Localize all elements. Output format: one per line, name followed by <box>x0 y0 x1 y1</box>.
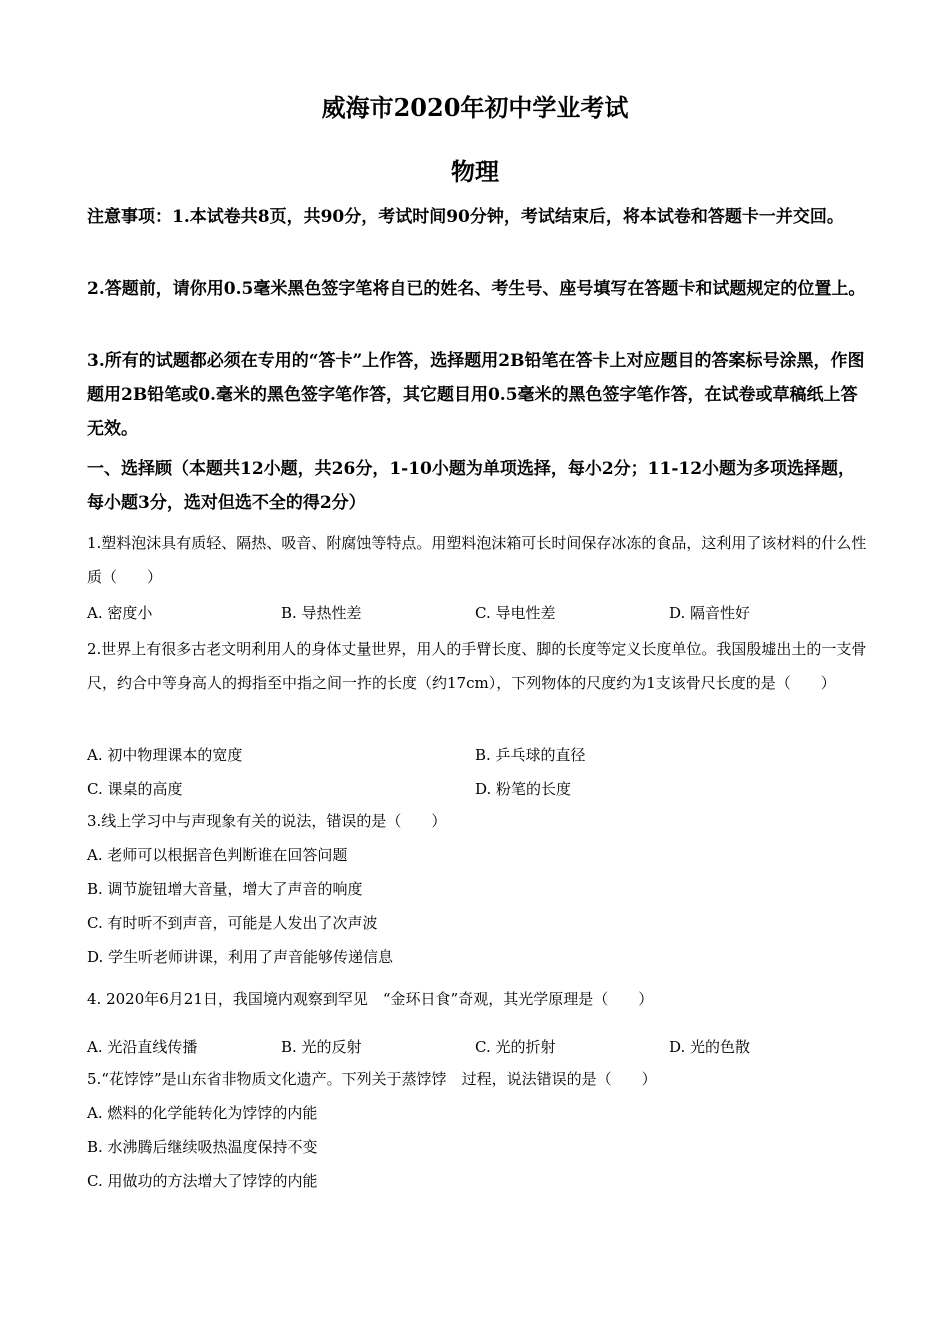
question-2-stem: 2.世界上有很多古老文明利用人的身体丈量世界，用人的手臂长度、脚的长度等定义长度单位。我国殷墟出土的一支骨尺，约合中等身高人的拇指至中指之间一拃的长度（约17cm），下列物体的尺度约为1支该骨尺长度的是（ ） <box>87 640 867 692</box>
question-5-option-c: C. 用做功的方法增大了饽饽的内能 <box>87 1172 318 1190</box>
question-5-option-a: A. 燃料的化学能转化为饽饽的内能 <box>87 1104 318 1122</box>
section-heading: 一、选择顾（本题共12小题，共26分，1-10小题为单项选择，每小2分；11-12小题为多项选择题，每小题3分，选对但选不全的得2分） <box>87 459 856 513</box>
question-5-option-b: B. 水沸腾后继续吸热温度保持不变 <box>87 1138 318 1156</box>
question-1-option-d: D. 隔音性好 <box>669 604 751 622</box>
question-1-options <box>87 602 867 628</box>
question-4-options <box>87 1036 867 1062</box>
question-2-option-c: C. 课桌的高度 <box>87 780 183 798</box>
question-3-stem: 3.线上学习中与声现象有关的说法，错误的是（ ） <box>87 812 447 830</box>
exam-title: 威海市2020年初中学业考试 <box>321 93 629 122</box>
notice-3: 3.所有的试题都必须在专用的“答卡”上作答，选择题用2B铅笔在答卡上对应题目的答案标号涂黑，作图题用2B铅笔或0.毫米的黑色签字笔作答，其它题目用0.5毫米的黑色签字笔作答，在试卷或草稿纸上答无效。 <box>87 351 865 439</box>
exam-subject: 物理 <box>451 157 499 186</box>
question-4-option-c: C. 光的折射 <box>475 1038 556 1056</box>
question-1-option-c: C. 导电性差 <box>475 604 556 622</box>
question-2-option-b: B. 乒乓球的直径 <box>475 746 586 764</box>
question-2-option-d: D. 粉笔的长度 <box>475 780 572 798</box>
question-2-options-row-2 <box>87 778 867 804</box>
question-3-option-a: A. 老师可以根据音色判断谁在回答问题 <box>87 846 348 864</box>
question-4-option-d: D. 光的色散 <box>669 1038 751 1056</box>
question-3-option-c: C. 有时听不到声音，可能是人发出了次声波 <box>87 914 378 932</box>
question-4-stem: 4. 2020年6月21日，我国境内观察到罕见 “金环日食”奇观，其光学原理是（ ） <box>87 990 654 1008</box>
question-1-stem: 1.塑料泡沫具有质轻、隔热、吸音、附腐蚀等特点。用塑料泡沫箱可长时间保存冰冻的食品，这利用了该材料的什么性质（ ） <box>87 534 867 586</box>
question-2-options-row-1 <box>87 744 867 770</box>
notice-1: 注意事项：1.本试卷共8页，共90分，考试时间90分钟，考试结束后，将本试卷和答题卡一并交回。 <box>87 207 844 227</box>
question-3-option-d: D. 学生听老师讲课，利用了声音能够传递信息 <box>87 948 394 966</box>
question-2-option-a: A. 初中物理课本的宽度 <box>87 746 243 764</box>
question-1-option-a: A. 密度小 <box>87 604 153 622</box>
notice-2: 2.答题前，请你用0.5毫米黑色签字笔将自已的姓名、考生号、座号填写在答题卡和试题规定的位置上。 <box>87 279 866 299</box>
question-1-option-b: B. 导热性差 <box>281 604 362 622</box>
question-5-stem: 5.“花饽饽”是山东省非物质文化遗产。下列关于蒸饽饽 过程，说法错误的是（ ） <box>87 1070 657 1088</box>
question-3-option-b: B. 调节旋钮增大音量，增大了声音的响度 <box>87 880 363 898</box>
question-4-option-b: B. 光的反射 <box>281 1038 362 1056</box>
question-4-option-a: A. 光沿直线传播 <box>87 1038 198 1056</box>
